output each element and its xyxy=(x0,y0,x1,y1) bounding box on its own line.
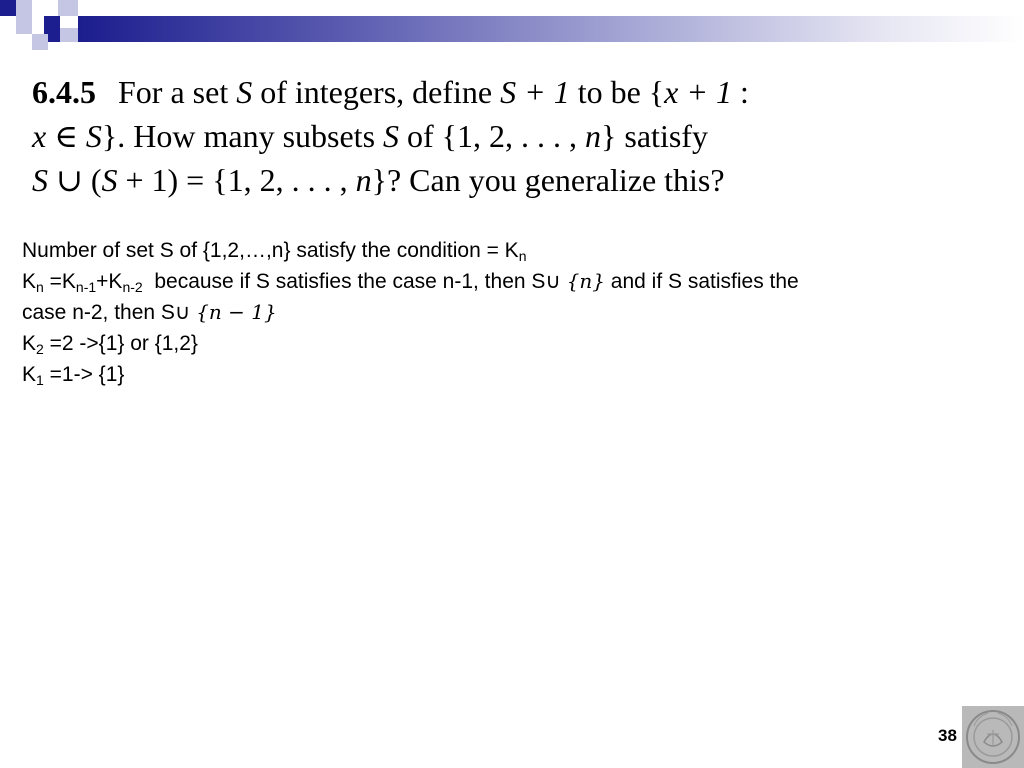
math-expression: {n} xyxy=(566,269,605,293)
problem-number: 6.4.5 xyxy=(32,74,96,110)
problem-text: + 1) = {1, 2, . . . , xyxy=(117,162,356,198)
solution-line-2 xyxy=(22,266,982,297)
subscript: n-2 xyxy=(122,279,143,295)
solution-text-run: and if S satisfies the xyxy=(604,270,799,293)
solution-text-run: +K xyxy=(96,270,123,293)
problem-text: of integers, define xyxy=(252,74,501,110)
solution-text-run: case n-2, then S∪ xyxy=(22,301,197,324)
problem-text: } satisfy xyxy=(601,118,708,154)
banner-square-light xyxy=(16,0,32,16)
solution-text-run: because if S satisfies the case n-1, then S∪ xyxy=(142,270,567,293)
solution-line-4 xyxy=(22,328,982,359)
problem-line-2 xyxy=(32,114,832,158)
page-number: 38 xyxy=(938,726,957,745)
banner-square-dark xyxy=(0,0,16,16)
solution-line-5 xyxy=(22,359,982,390)
solution-text-run: K xyxy=(22,332,37,355)
problem-text: }. How many subsets xyxy=(101,118,384,154)
header-banner xyxy=(0,0,1024,56)
subscript: 2 xyxy=(36,341,44,357)
banner-square-light xyxy=(58,0,78,16)
math-symbol: S xyxy=(236,74,253,110)
solution-line-3 xyxy=(22,297,982,328)
solution-text-run: Number of set S of {1,2,…,n} satisfy the condition = K xyxy=(22,239,519,262)
math-expression: x + 1 xyxy=(664,74,732,110)
math-expression: S + 1 xyxy=(500,74,570,110)
problem-text: For a set xyxy=(118,74,237,110)
problem-text: }? Can you generalize this? xyxy=(371,162,725,198)
math-symbol: n xyxy=(585,118,602,154)
solution-text-run: =1-> {1} xyxy=(43,363,125,386)
math-symbol: S xyxy=(101,162,118,198)
banner-square-light xyxy=(60,28,78,42)
solution-text-run: =2 ->{1} or {1,2} xyxy=(43,332,198,355)
problem-statement xyxy=(32,70,832,202)
solution-text xyxy=(22,235,982,390)
subscript: n xyxy=(36,279,44,295)
solution-text-run: =K xyxy=(43,270,76,293)
math-symbol: S xyxy=(85,118,102,154)
problem-line-3 xyxy=(32,158,832,202)
solution-text-run: K xyxy=(22,270,37,293)
problem-text: ∈ xyxy=(46,118,86,154)
math-expression: {n − 1} xyxy=(196,300,277,324)
problem-text: of {1, 2, . . . , xyxy=(399,118,586,154)
math-symbol: x xyxy=(32,118,47,154)
seal-graphic xyxy=(962,706,1024,768)
university-seal-icon xyxy=(962,706,1024,768)
solution-line-1 xyxy=(22,235,982,266)
problem-text: : xyxy=(731,74,749,110)
solution-text-run: K xyxy=(22,363,37,386)
banner-gradient-bar xyxy=(78,16,1024,42)
banner-square-light xyxy=(32,34,48,50)
subscript: n-1 xyxy=(75,279,97,295)
math-symbol: S xyxy=(383,118,400,154)
math-symbol: n xyxy=(355,162,372,198)
banner-square-dark xyxy=(32,0,58,16)
banner-square-light xyxy=(16,16,32,34)
problem-text: ∪ ( xyxy=(48,162,102,198)
math-symbol: S xyxy=(32,162,48,198)
subscript: 1 xyxy=(36,372,44,388)
problem-line-1 xyxy=(32,70,832,114)
subscript: n xyxy=(518,248,527,264)
problem-text: to be { xyxy=(569,74,665,110)
